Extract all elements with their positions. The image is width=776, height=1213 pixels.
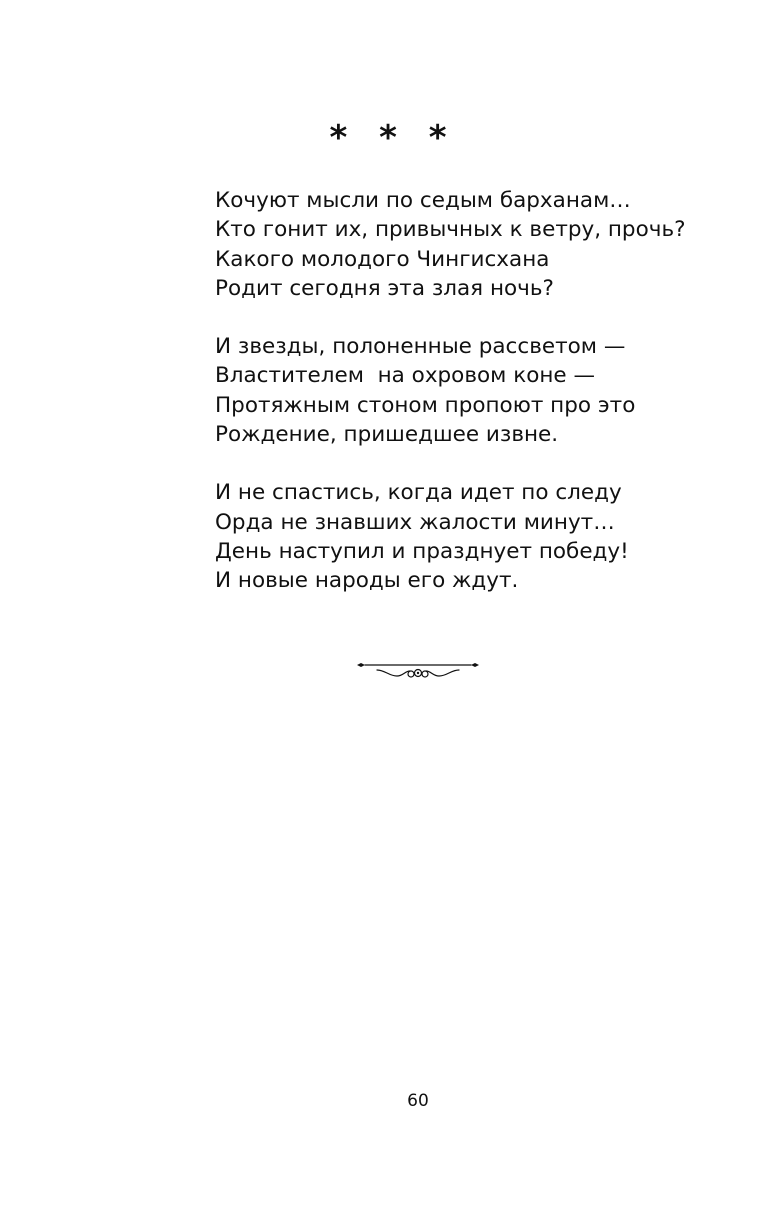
poem-line: Протяжным стоном пропоют про это [215, 392, 636, 418]
section-separator: * * * [329, 118, 457, 158]
poem-line: Рождение, пришедшее извне. [215, 422, 559, 448]
poem-line: И новые народы его ждут. [215, 568, 519, 594]
poem-line: Какого молодого Чингисхана [215, 246, 550, 272]
poem-line: Властителем на охровом коне — [215, 363, 595, 389]
poem-line: Кто гонит их, привычных к ветру, прочь? [215, 217, 686, 243]
poem-line: И звезды, полоненные рассветом — [215, 334, 626, 360]
poem-line: День наступил и празднует победу! [215, 538, 629, 564]
poem-line: И не спастись, когда идет по следу [215, 480, 622, 506]
stanza-1 [215, 186, 695, 303]
poem-line: Орда не знавших жалости минут… [215, 509, 615, 535]
page-number: 60 [407, 1091, 429, 1111]
flourish-divider-icon [355, 658, 481, 682]
poem-line: Родит сегодня эта злая ночь? [215, 275, 554, 301]
stanza-3 [215, 478, 695, 595]
poem [215, 186, 695, 625]
poem-line: Кочуют мысли по седым барханам… [215, 188, 631, 213]
stanza-2 [215, 332, 695, 449]
